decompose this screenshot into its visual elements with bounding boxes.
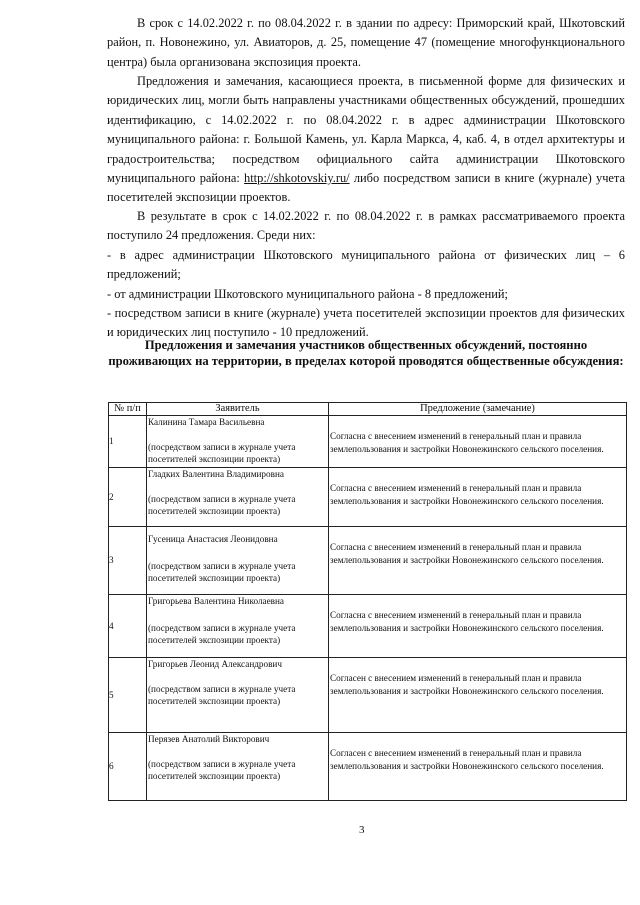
applicant-cell [147,416,329,468]
header-number: № п/п [109,403,147,416]
applicant-cell [147,733,329,801]
proposal-text: Согласен с внесением изменений в генеральный план и правила землепользования и застройки Новонежинского сельского поселения. [330,748,604,771]
applicant-note: (посредством записи в журнале учета посетителей экспозиции проекта) [148,758,296,782]
proposal-text: Согласна с внесением изменений в генеральный план и правила землепользования и застройки Новонежинского сельского поселения. [330,483,604,506]
row-number: 3 [109,527,147,595]
list-item-admin-district: - от администрации Шкотовского муниципального района - 8 предложений; [107,287,508,301]
list-item-admin-individuals: - в адрес администрации Шкотовского муниципального района от физических лиц – 6 предложений; [107,248,625,282]
website-link[interactable]: http://shkotovskiy.ru/ [244,171,350,186]
paragraph-results: В результате в срок с 14.02.2022 г. по 08.04.2022 г. в рамках рассматриваемого проекта поступило 24 предложения. Среди них: [107,209,625,243]
proposal-text: Согласна с внесением изменений в генеральный план и правила землепользования и застройки Новонежинского сельского поселения. [330,542,604,565]
table-row [109,595,627,658]
row-number: 2 [109,468,147,527]
row-number: 5 [109,658,147,733]
proposal-cell [329,468,627,527]
page-number: 3 [359,824,365,836]
paragraph-text: Предложения и замечания, касающиеся проекта, в письменной форме для физических и юридических лиц, могли быть направлены участниками общественных обсуждений, прошедших идентификацию, с 14.02.2022 г. по 08.04.2022 г. в адрес администрации Шкотовского муниципального района: г. Большой Камень, ул. Карла Маркса, 4, каб. 4, в отдел архитектуры и градостроительства; посредством официального сайта администрации Шкотовского муниципального района: [107,74,625,186]
row-number: 1 [109,416,147,468]
proposal-cell [329,733,627,801]
applicant-cell [147,527,329,595]
proposals-table [108,402,627,801]
applicant-note: (посредством записи в журнале учета посетителей экспозиции проекта) [148,622,296,646]
applicant-name: Перязев Анатолий Викторович [148,734,270,744]
applicant-name: Гладких Валентина Владимировна [148,469,284,479]
table-row [109,416,627,468]
table-header-row [109,403,627,416]
proposal-cell [329,527,627,595]
header-proposal: Предложение (замечание) [329,403,627,416]
proposal-cell [329,595,627,658]
applicant-name: Калинина Тамара Васильевна [148,417,265,427]
table-row [109,468,627,527]
table-row [109,733,627,801]
applicant-note: (посредством записи в журнале учета посетителей экспозиции проекта) [148,560,296,584]
proposal-text: Согласна с внесением изменений в генеральный план и правила землепользования и застройки Новонежинского сельского поселения. [330,610,604,633]
applicant-cell [147,658,329,733]
applicant-cell [147,595,329,658]
paragraph-exposition: В срок с 14.02.2022 г. по 08.04.2022 г. в здании по адресу: Приморский край, Шкотовский район, п. Новонежино, ул. Авиаторов, д. 25, помещение 47 (помещение многофункционального центра) была организована экспозиция проекта. [107,16,625,69]
header-applicant: Заявитель [147,403,329,416]
applicant-cell [147,468,329,527]
paragraph-text: либо посредством записи в книге (журнале) учета посетителей экспозиции проектов. [107,171,625,205]
proposal-cell [329,416,627,468]
applicant-name: Григорьева Валентина Николаевна [148,596,285,606]
proposal-cell [329,658,627,733]
applicant-name: Гусеница Анастасия Леонидовна [148,534,278,544]
row-number: 6 [109,733,147,801]
paragraph-submission-methods [107,72,625,208]
applicant-note: (посредством записи в журнале учета посетителей экспозиции проекта) [148,493,296,517]
proposal-text: Согласна с внесением изменений в генеральный план и правила землепользования и застройки Новонежинского сельского поселения. [330,431,604,454]
table-row [109,658,627,733]
applicant-name: Григорьев Леонид Александрович [148,659,282,669]
proposal-text: Согласен с внесением изменений в генеральный план и правила землепользования и застройки Новонежинского сельского поселения. [330,673,604,696]
row-number: 4 [109,595,147,658]
list-item-journal: - посредством записи в книге (журнале) учета посетителей экспозиции проектов для физических и юридических лиц поступило - 10 предложений. [107,306,625,340]
table-row [109,527,627,595]
applicant-note: (посредством записи в журнале учета посетителей экспозиции проекта) [148,441,296,465]
section-heading: Предложения и замечания участников общественных обсуждений, постоянно проживающих на территории, в пределах которой проводятся общественные обсуждения: [108,338,624,368]
applicant-note: (посредством записи в журнале учета посетителей экспозиции проекта) [148,683,296,707]
